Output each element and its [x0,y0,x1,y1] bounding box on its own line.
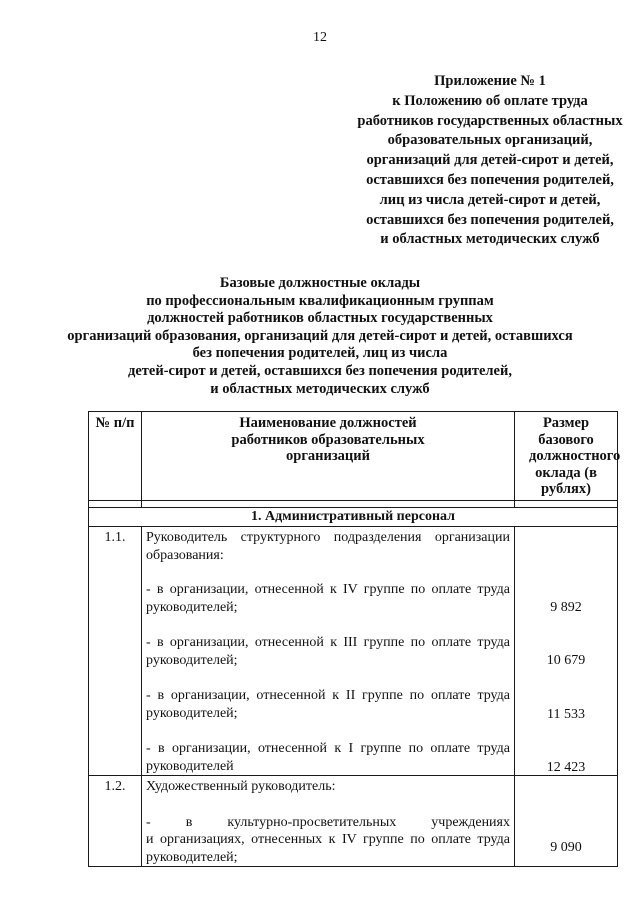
spacer-cell [142,501,515,508]
spacer-cell [89,501,142,508]
entry-text: - в культурно-просветительных учреждениях [146,814,510,830]
title-line: должностей работников областных государственных [147,310,493,327]
table-header-row [89,412,618,501]
salary-value: 12 423 [546,760,586,775]
entry-text: - в организации, отнесенной к III группе по оплате труда руководителей; [146,635,510,668]
title-line: организаций образования, организаций для детей-сирот и детей, оставшихся [67,327,573,344]
header-num: № п/п [89,412,142,501]
salary-table [88,411,621,867]
title-line: без попечения родителей, лиц из числа [192,345,448,362]
header-size-text: Размер базового должностного оклада (в рублях) [529,415,621,497]
entry-text: - в организации, отнесенной к I группе по оплате труда руководителей [146,741,510,774]
appendix-header [300,72,640,250]
spacer-row [89,501,618,508]
entry-text: и организациях, отнесенных к IV группе по оплате труда руководителей; [146,832,510,865]
section-row [89,508,618,527]
title-line: по профессиональным квалификационным группам [146,292,494,309]
salary-value: 9 892 [550,600,582,615]
appendix-line: оставшихся без попечения родителей, [366,211,614,228]
appendix-line: и областных методических служб [380,231,600,248]
table-row [89,527,618,776]
entry-text: - в организации, отнесенной к II группе по оплате труда руководителей; [146,688,510,721]
spacer-cell [515,501,618,508]
item-title: Руководитель структурного подразделения организации образования: [146,530,510,563]
entry-text: - в организации, отнесенной к IV группе по оплате труда руководителей; [146,582,510,615]
row-values [515,776,618,867]
row-num: 1.2. [89,776,142,867]
row-values [515,527,618,776]
appendix-line: работников государственных областных [357,112,623,129]
section-title: 1. Административный персонал [89,508,618,527]
document-title [0,275,640,398]
row-name [142,776,515,867]
row-name [142,527,515,776]
salary-value: 10 679 [546,653,586,668]
salary-value: 9 090 [550,840,582,855]
appendix-line: оставшихся без попечения родителей, [366,171,614,188]
item-title: Художественный руководитель: [146,779,336,794]
appendix-line: организаций для детей-сирот и детей, [366,152,614,169]
salary-value: 11 533 [547,707,585,722]
title-line: детей-сирот и детей, оставшихся без попечения родителей, [128,362,512,379]
header-size [515,412,621,501]
title-line: Базовые должностные оклады [219,275,421,291]
appendix-line: лиц из числа детей-сирот и детей, [379,191,601,208]
page-number: 12 [313,30,327,45]
title-line: и областных методических служб [210,380,430,397]
table-row [89,776,618,867]
row-num: 1.1. [89,527,142,776]
appendix-line: к Положению об оплате труда [392,92,588,109]
appendix-line: образовательных организаций, [387,132,593,149]
header-name [142,412,515,501]
appendix-line: Приложение № 1 [434,73,546,89]
header-name-text: Наименование должностей работников образовательных организаций [231,415,425,464]
